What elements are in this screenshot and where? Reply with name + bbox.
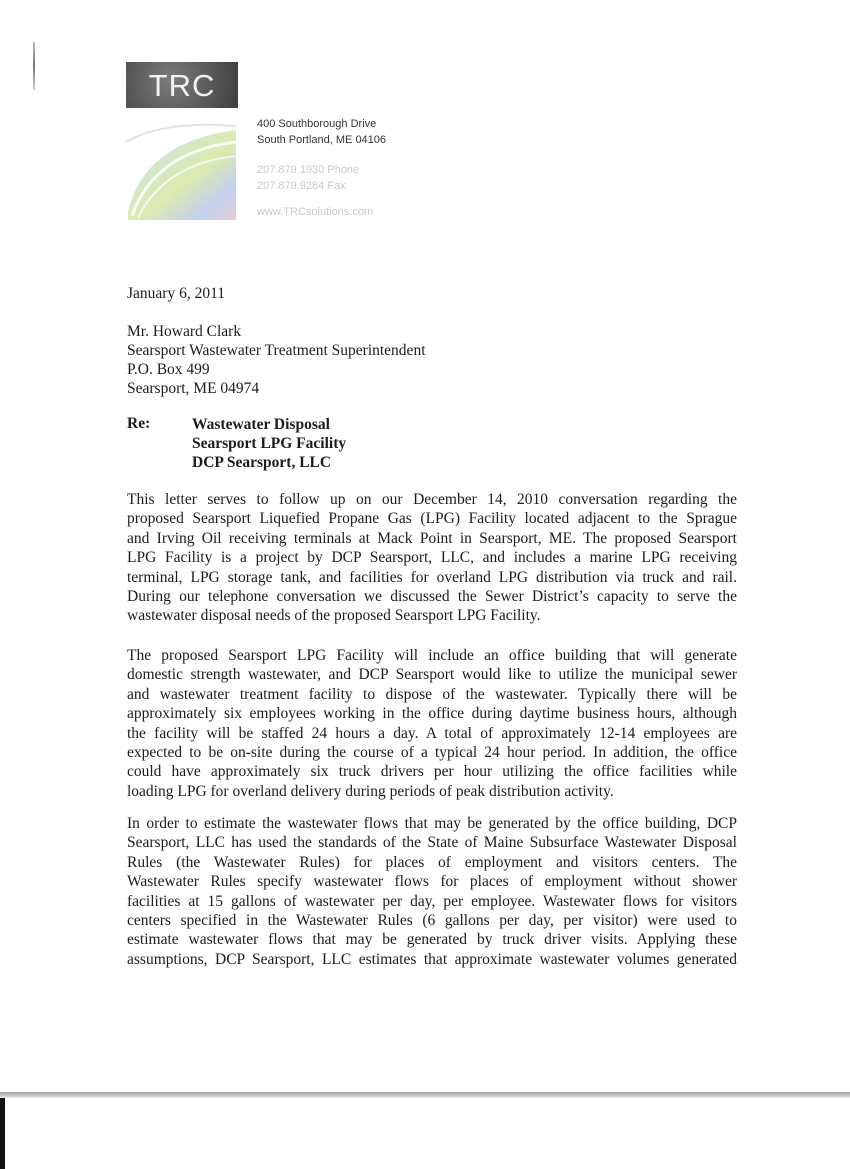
re-line-1: Wastewater Disposal <box>192 416 330 433</box>
letterhead-city: South Portland, ME 04106 <box>257 134 387 146</box>
paragraph-line: During our telephone conversation we discussed the Sewer District’s capacity to serve the <box>127 588 737 606</box>
paragraph-3 <box>127 814 737 969</box>
paragraph-line: LPG Facility is a project by DCP Searsport, LLC, and includes a marine LPG receiving <box>127 549 737 567</box>
re-subject <box>192 415 346 472</box>
paragraph-line: and Irving Oil receiving terminals at Mack Point in Searsport, ME. The proposed Searsport <box>127 529 737 547</box>
paragraph-line: terminal, LPG storage tank, and facilities for overland LPG distribution via truck and rail. <box>127 568 737 586</box>
paragraph-line: Searsport, LLC has used the standards of the State of Maine Subsurface Wastewater Disposal <box>127 834 737 852</box>
recipient-city: Searsport, ME 04974 <box>127 380 260 397</box>
paragraph-line: expected to be on-site during the course of a typical 24 hour period. In addition, the office <box>127 744 737 762</box>
recipient-address <box>127 322 426 398</box>
logo-text: TRC <box>148 67 216 103</box>
re-line-3: DCP Searsport, LLC <box>192 454 332 471</box>
paragraph-line: the facility will be staffed 24 hours a day. A total of approximately 12-14 employees are <box>127 724 737 742</box>
paragraph-line: approximately six employees working in the office during daytime business hours, although <box>127 705 737 723</box>
paragraph-2 <box>127 646 737 801</box>
letterhead-address <box>257 116 386 220</box>
paragraph-line: facilities at 15 gallons of wastewater per day, per employee. Wastewater flows for visitors <box>127 892 737 910</box>
fax-number: 207.879.9284 <box>257 180 325 192</box>
paragraph-line: domestic strength wastewater, and DCP Searsport would like to utilize the municipal sewer <box>127 666 737 684</box>
re-line-2: Searsport LPG Facility <box>192 435 347 452</box>
paragraph-line: In order to estimate the wastewater flows that may be generated by the office building, DCP <box>127 815 737 832</box>
letterhead-phone <box>257 162 386 178</box>
paragraph-line: The proposed Searsport LPG Facility will include an office building that will generate <box>127 647 737 664</box>
paragraph-line: wastewater disposal needs of the proposed Searsport LPG Facility. <box>127 607 541 625</box>
paragraph-line: estimate wastewater flows that may be generated by truck driver visits. Applying these <box>127 931 737 949</box>
scan-edge-artifact <box>0 1098 5 1169</box>
re-label: Re: <box>127 415 151 432</box>
scan-shadow-band <box>0 1092 850 1098</box>
paragraph-line: loading LPG for overland delivery during periods of peak distribution activity. <box>127 782 614 800</box>
trc-logo <box>126 62 238 108</box>
paragraph-line: proposed Searsport Liquefied Propane Gas (LPG) Facility located adjacent to the Sprague <box>127 510 737 528</box>
paragraph-line: Rules (the Wastewater Rules) for places of employment and visitors centers. The <box>127 853 737 871</box>
letter-date: January 6, 2011 <box>127 285 226 302</box>
phone-number: 207.879.1930 <box>257 164 325 176</box>
logo-swoosh-graphic <box>124 112 242 222</box>
scan-artifact-mark <box>33 42 35 90</box>
paragraph-line: centers specified in the Wastewater Rules (6 gallons per day, per visitor) were used to <box>127 912 737 930</box>
paragraph-line: could have approximately six truck drivers per hour utilizing the office facilities while <box>127 763 737 781</box>
paragraph-line: and wastewater treatment facility to dispose of the wastewater. Typically there will be <box>127 685 737 703</box>
recipient-name: Mr. Howard Clark <box>127 323 242 340</box>
recipient-po-box: P.O. Box 499 <box>127 361 210 378</box>
phone-label: Phone <box>327 164 360 176</box>
paragraph-line: assumptions, DCP Searsport, LLC estimates that approximate wastewater volumes generated <box>127 950 737 968</box>
paragraph-line: Wastewater Rules specify wastewater flows for places of employment without shower <box>127 873 737 891</box>
paragraph-1 <box>127 490 737 626</box>
fax-label: Fax <box>327 180 346 192</box>
paragraph-line: This letter serves to follow up on our December 14, 2010 conversation regarding the <box>127 491 737 508</box>
letterhead-website: www.TRCsolutions.com <box>257 206 374 218</box>
letterhead-fax <box>257 178 386 194</box>
recipient-title: Searsport Wastewater Treatment Superintendent <box>127 342 426 359</box>
letterhead-street: 400 Southborough Drive <box>257 118 377 130</box>
